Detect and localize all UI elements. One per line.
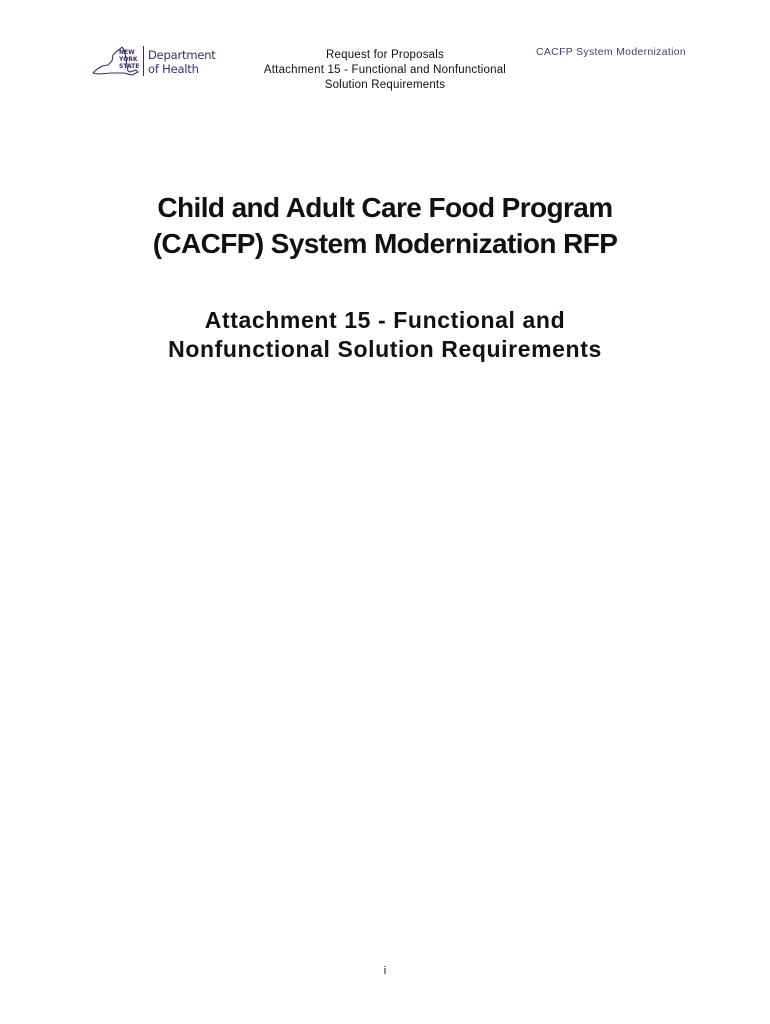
logo-department-line2: of Health [148, 62, 199, 76]
document-subtitle-line1: Attachment 15 - Functional and [204, 307, 566, 333]
document-title-line1: Child and Adult Care Food Program [157, 192, 613, 223]
nys-doh-logo [88, 44, 218, 80]
logo-state-label: NEW YORK STATE [119, 49, 140, 70]
page-number: i [383, 965, 387, 977]
header-center-line3: Solution Requirements [324, 79, 446, 91]
logo-divider [143, 46, 144, 76]
document-title [60, 190, 710, 262]
logo-department-line1: Department [148, 48, 216, 62]
document-title-line2: (CACFP) System Modernization RFP [152, 228, 618, 259]
logo-department-text [148, 48, 216, 76]
header-center-line1: Request for Proposals [326, 49, 444, 61]
header-center [230, 48, 540, 93]
document-subtitle [60, 306, 710, 364]
document-subtitle-line2: Nonfunctional Solution Requirements [168, 336, 602, 362]
header-center-line2: Attachment 15 - Functional and Nonfunctional [263, 64, 507, 76]
header-right-text: CACFP System Modernization [536, 46, 686, 58]
